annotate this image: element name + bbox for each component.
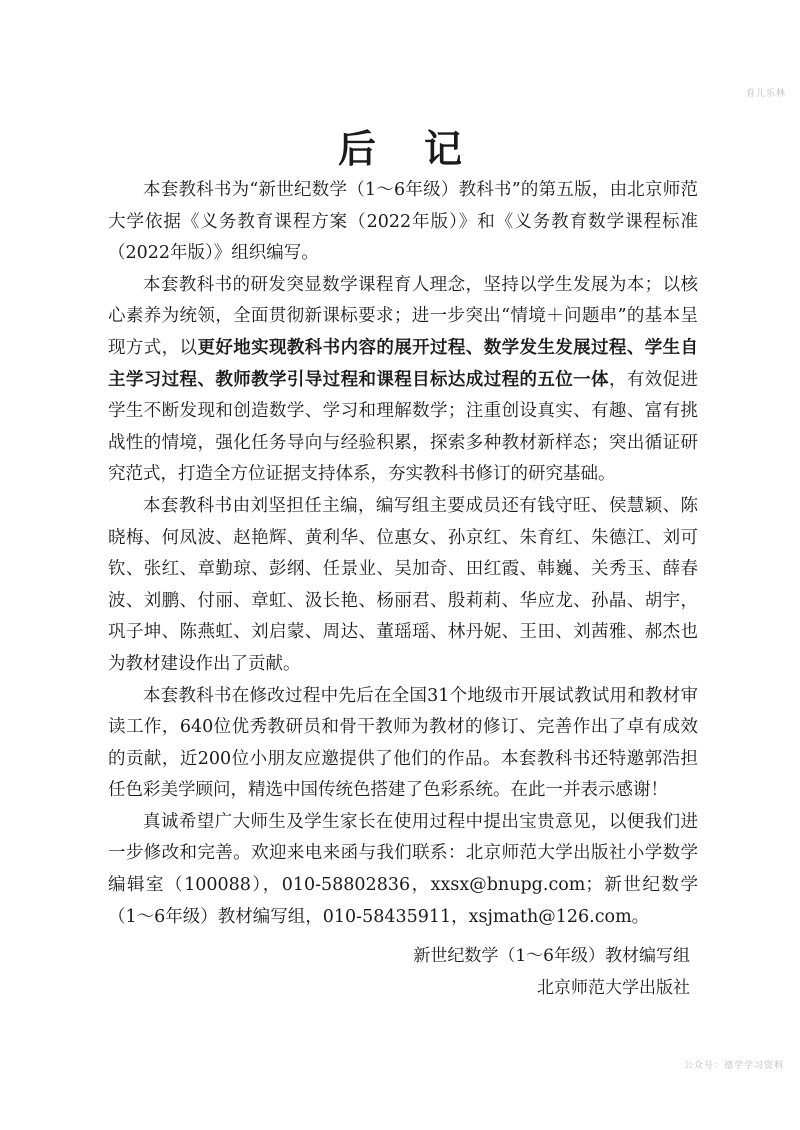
paragraph-contact [108, 807, 698, 933]
signature-block [413, 940, 690, 1004]
paragraph-philosophy [108, 270, 698, 491]
signature-line-publisher: 北京师范大学出版社 [537, 978, 690, 998]
watermark-bottom: 公众号：德学学习资料 [683, 1061, 784, 1071]
page-title: 后记 [337, 127, 510, 172]
body-text [108, 175, 698, 933]
paragraph-acknowledgement [108, 681, 698, 807]
watermark-top: 育儿乐林 [745, 89, 786, 99]
text-segment: 本套教科书的研发突显数学课程育人理念，坚持以学生发展为本；以核心素养为统领，全面贯彻新课标要求；进一步突出“情境＋问题串”的基本呈现方式，以 [108, 274, 698, 358]
paragraph-edition [108, 175, 698, 270]
text-segment: 本套教科书为“新世纪数学（1～6年级）教科书”的第五版，由北京师范大学依据《义务教育课程方案（2022年版）》和《义务教育数学课程标准（2022年版）》组织编写。 [108, 180, 698, 264]
text-segment: 真诚希望广大师生及学生家长在使用过程中提出宝贵意见，以便我们进一步修改和完善。欢迎来电来函与我们联系：北京师范大学出版社小学数学编辑室（100088），010-58802836，xxsx@bnupg.com；新世纪数学（1～6年级）教材编写组，010-58435911，xsjmath@126.com。 [108, 811, 698, 927]
text-segment: 本套教科书由刘坚担任主编，编写组主要成员还有钱守旺、侯慧颖、陈晓梅、何凤波、赵艳辉、黄利华、位惠女、孙京红、朱育红、朱德江、刘可钦、张红、章勤琼、彭纲、任景业、吴加奇、田红霞、韩巍、关秀玉、薛春波、刘鹏、付丽、章虹、汲长艳、杨丽君、殷莉莉、华应龙、孙晶、胡宇，巩子坤、陈燕虹、刘启蒙、周达、董瑶瑶、林丹妮、王田、刘茜雅、郝杰也为教材建设作出了贡献。 [108, 495, 698, 674]
text-segment: ，有效促进学生不断发现和创造数学、学习和理解数学；注重创设真实、有趣、富有挑战性的情境，强化任务导向与经验积累，探索多种教材新样态；突出循证研究范式，打造全方位证据支持体系，夯实教科书修订的研究基础。 [108, 369, 698, 485]
text-segment-bold: 更好地实现教科书内容的展开过程、数学发生发展过程、学生自主学习过程、教师教学引导过程和课程目标达成过程的五位一体 [108, 337, 698, 390]
text-segment: 本套教科书在修改过程中先后在全国31个地级市开展试教试用和教材审读工作，640位优秀教研员和骨干教师为教材的修订、完善作出了卓有成效的贡献，近200位小朋友应邀提供了他们的作品。本套教科书还特邀郭浩担任色彩美学顾问，精选中国传统色搭建了色彩系统。在此一并表示感谢！ [108, 685, 698, 801]
signature-line-editorial-group: 新世纪数学（1～6年级）教材编写组 [413, 946, 690, 966]
paragraph-authors [108, 491, 698, 681]
